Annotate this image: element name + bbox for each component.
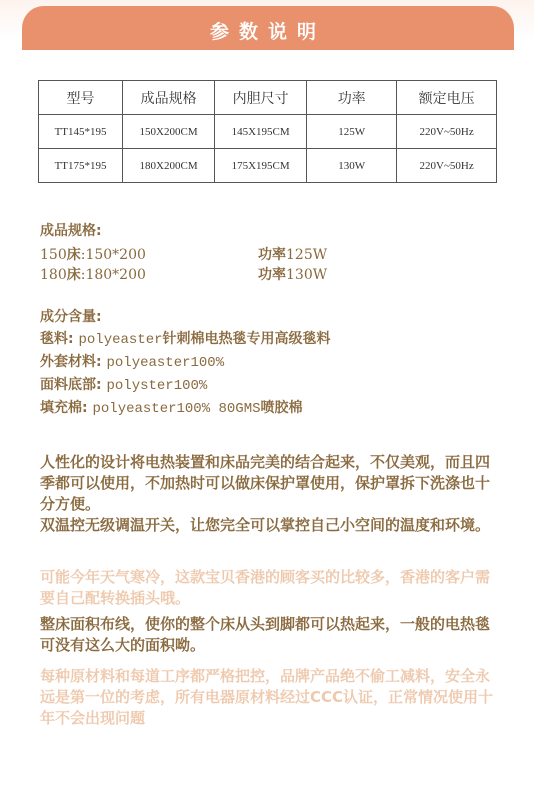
materials-heading: 成分含量: — [40, 309, 102, 325]
header-inner-size: 内胆尺寸 — [215, 81, 307, 115]
quality-paragraph: 每种原材料和每道工序都严格把控，品牌产品绝不偷工减料，安全永远是第一位的考虑，所有电器原材料经过CCC认证，正常情况使用十年不会出现问题 — [40, 667, 494, 727]
table-cell: 145X195CM — [215, 115, 307, 149]
table-row — [39, 115, 497, 149]
feature-paragraph-design: 人性化的设计将电热装置和床品完美的结合起来，不仅美观，而且四季都可以使用，不加热时可以做床保护罩使用，保护罩拆下洗涤也十分方便。 — [40, 453, 491, 513]
material-label: 毯料: — [40, 331, 79, 347]
spec-line — [40, 264, 460, 284]
material-item — [40, 328, 331, 351]
header-power: 功率 — [307, 81, 397, 115]
table-cell: 130W — [307, 149, 397, 183]
material-suffix: 针刺棉电热毯专用高级毯料 — [162, 331, 331, 347]
material-value: polyster100% — [106, 378, 208, 394]
table-cell: TT175*195 — [39, 149, 123, 183]
table-cell: 220V~50Hz — [397, 149, 497, 183]
spec-size-label: 床 — [66, 247, 81, 263]
header-model: 型号 — [39, 81, 123, 115]
spec-power-value: 125W — [286, 247, 328, 263]
table-cell: 180X200CM — [123, 149, 215, 183]
material-suffix: 喷胶棉 — [260, 400, 303, 416]
spec-section — [40, 220, 460, 284]
table-cell: TT145*195 — [39, 115, 123, 149]
material-item — [40, 397, 331, 420]
material-label: 填充棉: — [40, 400, 93, 416]
feature-paragraph-wiring: 整床面积布线，使你的整个床从头到脚都可以热起来，一般的电热毯可没有这么大的面积呦。 — [40, 615, 491, 654]
material-value: polyeaster100% 80GMS — [92, 401, 261, 417]
spec-power-value: 130W — [286, 267, 328, 283]
spec-size-prefix: 150 — [40, 247, 67, 263]
material-value: polyeaster — [78, 332, 163, 348]
material-item — [40, 351, 331, 374]
table-cell: 125W — [307, 115, 397, 149]
spec-size-label: 床 — [66, 267, 81, 283]
spec-power-label: 功率 — [258, 247, 286, 263]
notice-paragraph-hongkong: 可能今年天气寒冷，这款宝贝香港的顾客买的比较多，香港的客户需要自己配转换插头哦。 — [40, 568, 491, 607]
table-cell: 220V~50Hz — [397, 115, 497, 149]
spec-size-value: :180*200 — [80, 267, 146, 283]
materials-section — [40, 306, 331, 420]
spec-heading: 成品规格: — [40, 223, 102, 239]
table-row — [39, 149, 497, 183]
table-cell: 175X195CM — [215, 149, 307, 183]
spec-power-label: 功率 — [258, 267, 286, 283]
feature-paragraph-thermostat: 双温控无级调温开关，让您完全可以掌控自己小空间的温度和环境。 — [40, 516, 491, 534]
header-voltage: 额定电压 — [397, 81, 497, 115]
material-value: polyeaster100% — [106, 355, 225, 371]
spec-line — [40, 244, 460, 264]
page-title: 参数说明 — [22, 6, 514, 50]
spec-table — [38, 80, 497, 183]
header-product-size: 成品规格 — [123, 81, 215, 115]
material-label: 面料底部: — [40, 377, 107, 393]
table-cell: 150X200CM — [123, 115, 215, 149]
table-header-row — [39, 81, 497, 115]
spec-size-prefix: 180 — [40, 267, 67, 283]
material-label: 外套材料: — [40, 354, 107, 370]
spec-size-value: :150*200 — [80, 247, 146, 263]
material-item — [40, 374, 331, 397]
